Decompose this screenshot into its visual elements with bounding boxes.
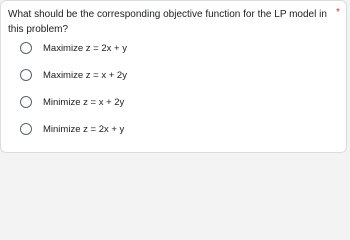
question-text: What should be the corresponding objective function for the LP model in this problem? xyxy=(8,9,327,35)
option-label[interactable]: Minimize z = x + 2y xyxy=(43,97,125,108)
option-3[interactable] xyxy=(20,96,320,110)
option-label[interactable]: Maximize z = x + 2y xyxy=(43,70,127,81)
radio-button-icon[interactable] xyxy=(20,96,32,108)
required-asterisk: * xyxy=(336,7,340,18)
option-4[interactable] xyxy=(20,123,320,137)
option-2[interactable] xyxy=(20,69,320,83)
option-1[interactable] xyxy=(20,42,320,56)
radio-button-icon[interactable] xyxy=(20,69,32,81)
option-label[interactable]: Maximize z = 2x + y xyxy=(43,43,127,54)
radio-button-icon[interactable] xyxy=(20,42,32,54)
radio-button-icon[interactable] xyxy=(20,123,32,135)
answer-options xyxy=(20,42,320,150)
option-label[interactable]: Minimize z = 2x + y xyxy=(43,124,125,135)
